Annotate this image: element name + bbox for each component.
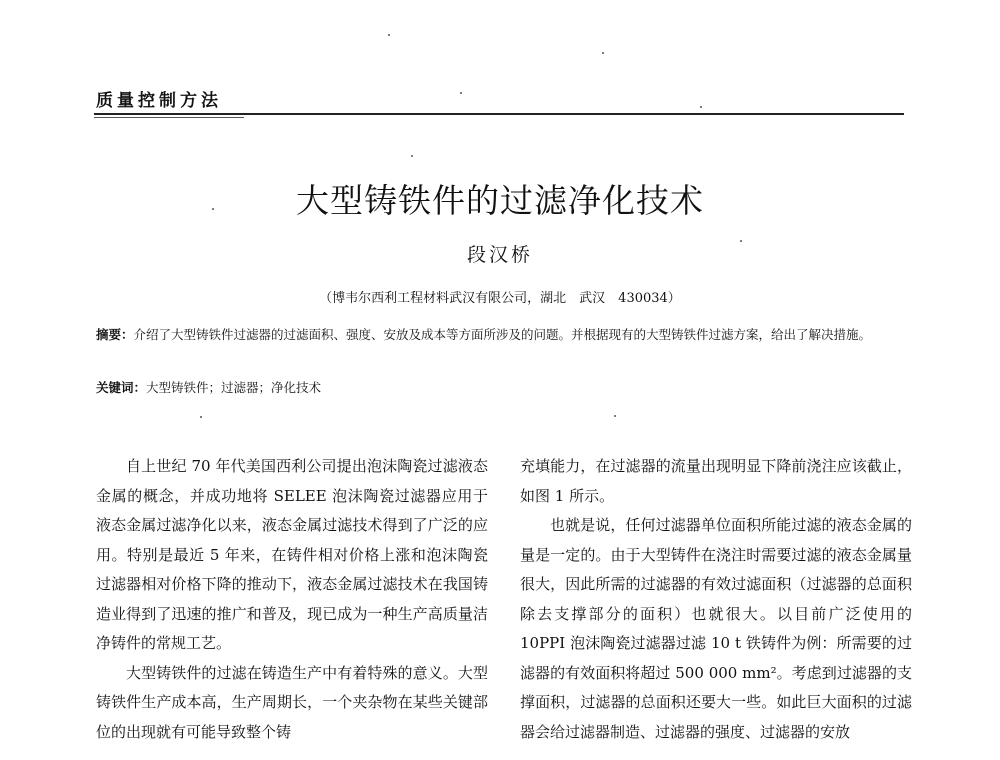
body-column-left — [96, 452, 488, 747]
abstract-text: 介绍了大型铸铁件过滤器的过滤面积、强度、安放及成本等方面所涉及的问题。并根据现有的大型铸铁件过滤方案，给出了解决措施。 — [133, 327, 872, 342]
keywords-text: 大型铸铁件；过滤器；净化技术 — [146, 380, 322, 395]
body-paragraph: 也就是说，任何过滤器单位面积所能过滤的液态金属的量是一定的。由于大型铸件在浇注时需要过滤的液态金属量很大，因此所需的过滤器的有效过滤面积（过滤器的总面积除去支撑部分的面积）也就很大。以目前广泛使用的 10PPI 泡沫陶瓷过滤器过滤 10 t 铁铸件为例：所需要的过滤器的有效面积将超过 500 000 mm²。考虑到过滤器的支撑面积，过滤器的总面积还要大一些。如此巨大面积的过滤器会给过滤器制造、过滤器的强度、过滤器的安放 — [520, 516, 912, 741]
header-rule-accent — [94, 117, 244, 118]
scan-speck — [388, 34, 390, 36]
scan-speck — [614, 415, 616, 417]
section-label: 质量控制方法 — [96, 91, 222, 111]
keywords-label: 关键词： — [96, 380, 147, 395]
scan-speck — [212, 208, 214, 210]
body-paragraph: 大型铸铁件的过滤在铸造生产中有着特殊的意义。大型铸铁件生产成本高，生产周期长，一个夹杂物在某些关键部位的出现就有可能导致整个铸 — [96, 663, 488, 741]
article-author: 段汉桥 — [466, 244, 533, 266]
scan-speck — [200, 416, 202, 418]
scan-speck — [411, 155, 413, 157]
author-affiliation: （博韦尔西利工程材料武汉有限公司，湖北 武汉 430034） — [319, 291, 681, 306]
scan-speck — [602, 52, 604, 54]
abstract — [96, 325, 908, 345]
keywords — [96, 378, 908, 398]
scan-speck — [740, 240, 742, 242]
body-paragraph: 自上世纪 70 年代美国西利公司提出泡沫陶瓷过滤液态金属的概念，并成功地将 SELEE 泡沫陶瓷过滤器应用于液态金属过滤净化以来，液态金属过滤技术得到了广泛的应用。特别是最近 5 年来，在铸件相对价格上涨和泡沫陶瓷过滤器相对价格下降的推动下，液态金属过滤技术在我国铸造业得到了迅速的推广和普及，现已成为一种生产高质量洁净铸件的常规工艺。 — [96, 457, 488, 652]
scan-speck — [700, 106, 702, 108]
header-rule — [94, 113, 904, 115]
article-title: 大型铸铁件的过滤净化技术 — [296, 181, 704, 220]
body-column-right — [520, 452, 912, 747]
body-paragraph: 充填能力，在过滤器的流量出现明显下降前浇注应该截止，如图 1 所示。 — [520, 457, 912, 505]
scan-speck — [460, 92, 462, 94]
abstract-label: 摘要： — [96, 327, 134, 342]
